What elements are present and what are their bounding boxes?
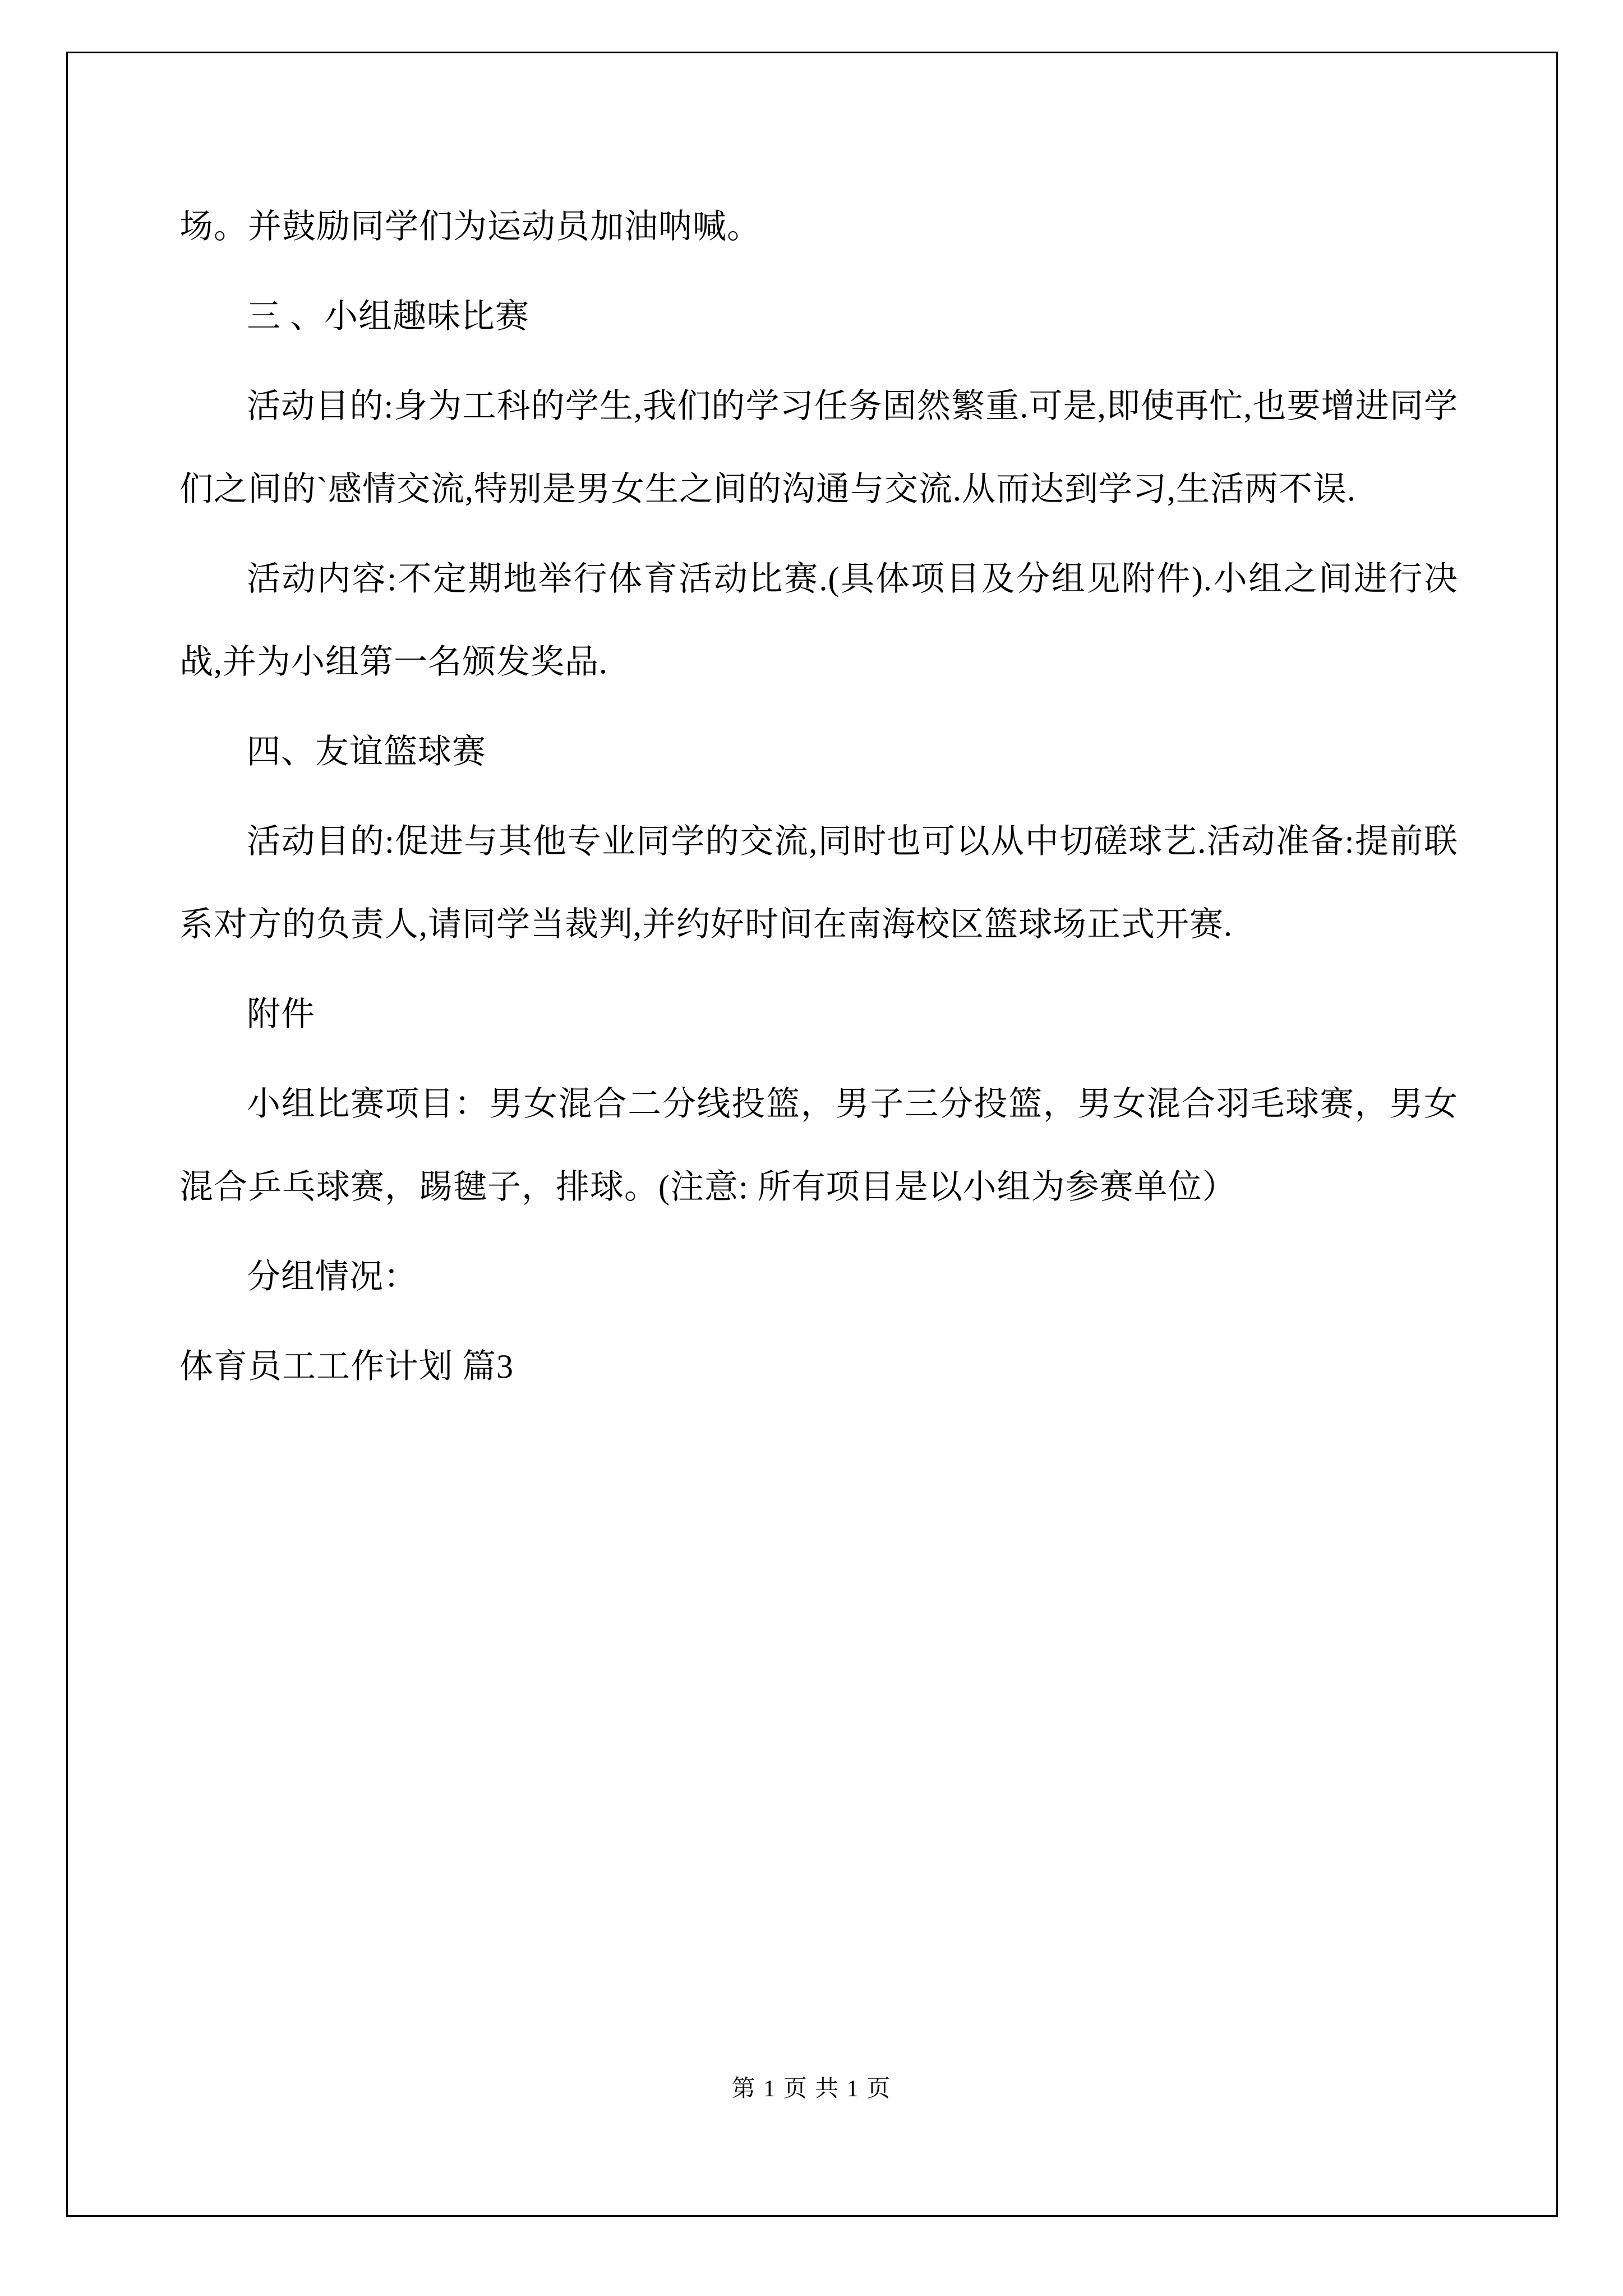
paragraph: 场。并鼓励同学们为运动员加油呐喊。 (179, 208, 761, 245)
paragraph: 小组比赛项目：男女混合二分线投篮，男子三分投篮，男女混合羽毛球赛，男女混合乒乓球赛，踢毽子，排球。(注意: 所有项目是以小组为参赛单位） (179, 1085, 1458, 1205)
paragraph: 活动目的:身为工科的学生,我们的学习任务固然繁重.可是,即使再忙,也要增进同学们之间的`感情交流,特别是男女生之间的沟通与交流.从而达到学习,生活两不误. (179, 388, 1458, 508)
paragraph: 分组情况： (247, 1258, 418, 1295)
paragraph: 活动目的:促进与其他专业同学的交流,同时也可以从中切磋球艺.活动准备:提前联系对方的负责人,请同学当裁判,并约好时间在南海校区篮球场正式开赛. (179, 823, 1458, 943)
paragraph: 附件 (247, 996, 315, 1033)
document-body (179, 185, 1458, 1415)
paragraph: 三 、小组趣味比赛 (247, 298, 529, 335)
page-footer: 第 1 页 共 1 页 (731, 2076, 892, 2102)
paragraph: 四、友谊篮球赛 (247, 733, 486, 770)
paragraph: 体育员工工作计划 篇3 (179, 1348, 514, 1385)
paragraph: 活动内容:不定期地举行体育活动比赛.(具体项目及分组见附件).小组之间进行决战,并为小组第一名颁发奖品. (179, 560, 1458, 680)
